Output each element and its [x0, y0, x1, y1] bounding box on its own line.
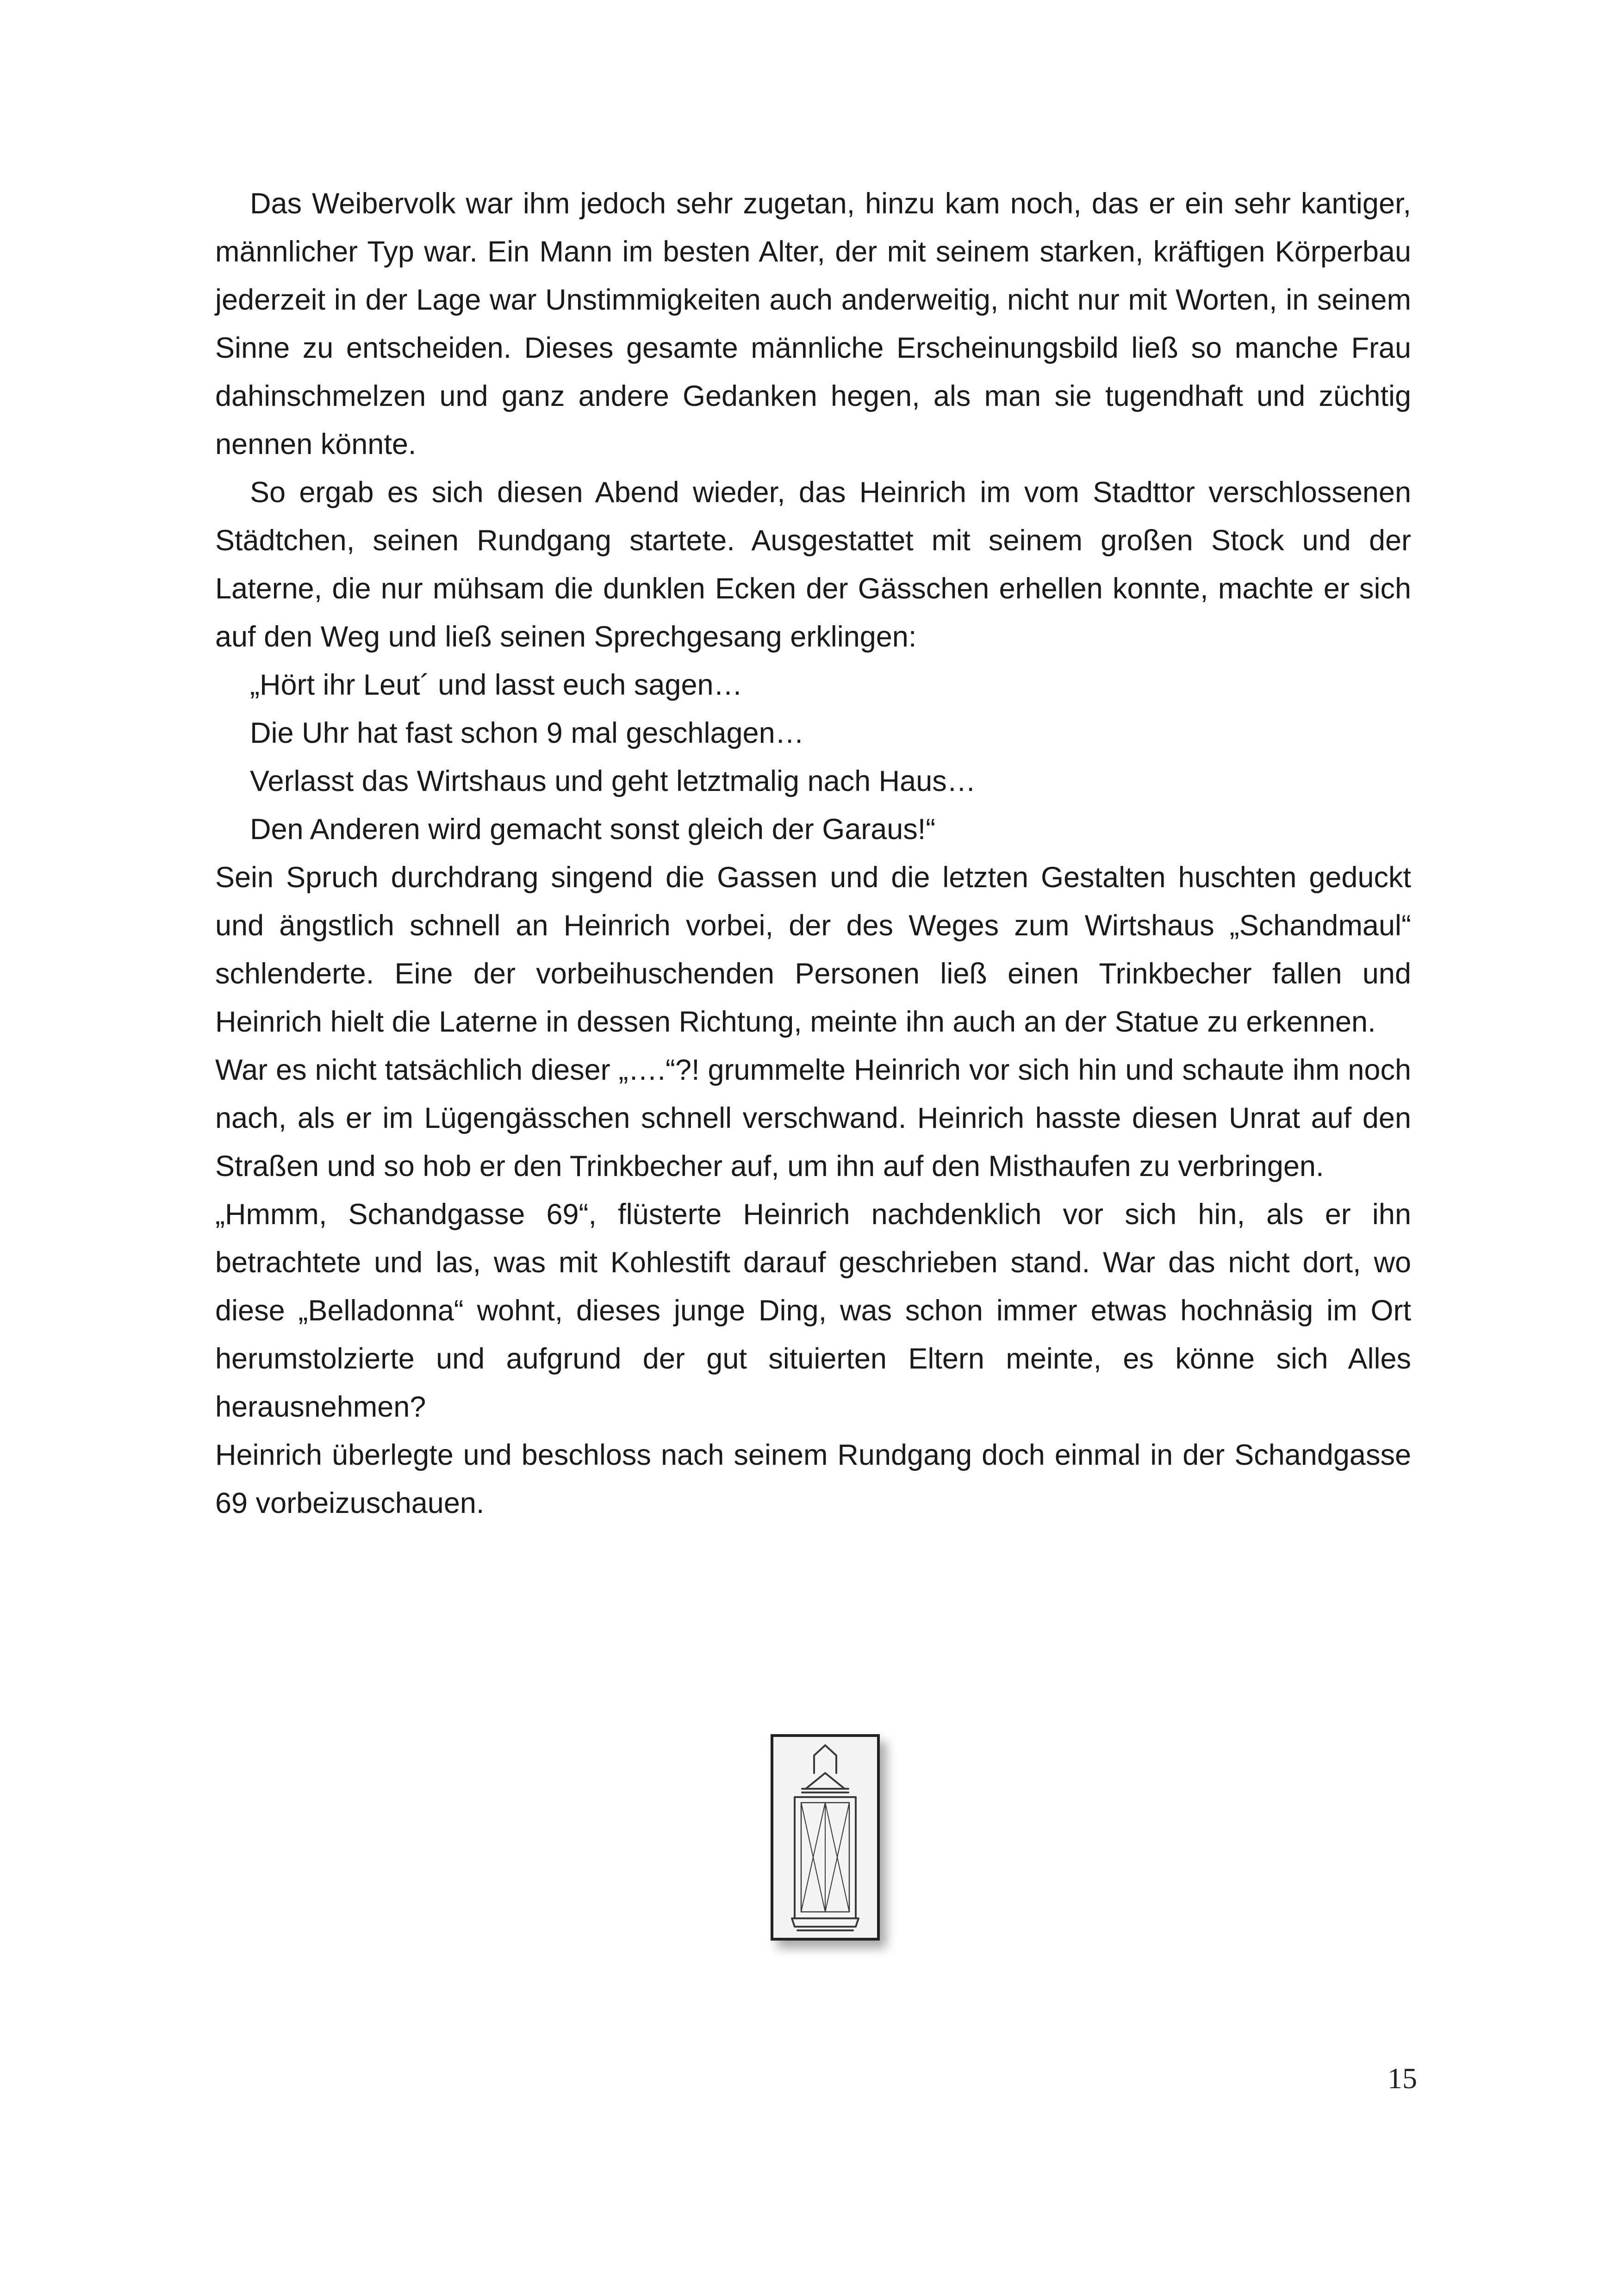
paragraph: Heinrich überlegte und beschloss nach seinem Rundgang doch einmal in der Schandgasse 69 vorbeizuschauen. [215, 1439, 1411, 1519]
verse-line: Verlasst das Wirtshaus und geht letztmalig nach Haus… [250, 765, 976, 797]
verse-line: Die Uhr hat fast schon 9 mal geschlagen… [250, 717, 804, 749]
body-text [215, 180, 1411, 1527]
verse-line: Den Anderen wird gemacht sonst gleich der Garaus!“ [250, 813, 936, 846]
paragraph: So ergab es sich diesen Abend wieder, das Heinrich im vom Stadttor verschlossenen Städtchen, seinen Rundgang startete. Ausgestattet mit seinem großen Stock und der Laterne, die nur mühsam die dunklen Ecken der Gässchen erhellen konnte, machte er sich auf den Weg und ließ seinen Sprechgesang erklingen: [215, 476, 1411, 653]
paragraph: Sein Spruch durchdrang singend die Gassen und die letzten Gestalten huschten geduckt und ängstlich schnell an Heinrich vorbei, der des Weges zum Wirtshaus „Schandmaul“ schlenderte. Eine der vorbeihuschenden Personen ließ einen Trinkbecher fallen und Heinrich hielt die Laterne in dessen Richtung, meinte ihn auch an der Statue zu erkennen. [215, 861, 1411, 1038]
page-number: 15 [1388, 2062, 1417, 2095]
verse-line: „Hört ihr Leut´ und lasst euch sagen… [250, 669, 743, 701]
paragraph: War es nicht tatsächlich dieser „….“?! grummelte Heinrich vor sich hin und schaute ihm noch nach, als er im Lügengässchen schnell verschwand. Heinrich hasste diesen Unrat auf den Straßen und so hob er den Trinkbecher auf, um ihn auf den Misthaufen zu verbringen. [215, 1054, 1411, 1182]
paragraph: „Hmmm, Schandgasse 69“, flüsterte Heinrich nachdenklich vor sich hin, als er ihn betrachtete und las, was mit Kohlestift darauf geschrieben stand. War das nicht dort, wo diese „Belladonna“ wohnt, dieses junge Ding, was schon immer etwas hochnäsig im Ort herumstolzierte und aufgrund der gut situierten Eltern meinte, es könne sich Alles herausnehmen? [215, 1198, 1411, 1423]
lantern-illustration [771, 1734, 880, 1941]
lantern-icon [773, 1737, 877, 1938]
paragraph: Das Weibervolk war ihm jedoch sehr zugetan, hinzu kam noch, das er ein sehr kantiger, männlicher Typ war. Ein Mann im besten Alter, der mit seinem starken, kräftigen Körperbau jederzeit in der Lage war Unstimmigkeiten auch anderweitig, nicht nur mit Worten, in seinem Sinne zu entscheiden. Dieses gesamte männliche Erscheinungsbild ließ so manche Frau dahinschmelzen und ganz andere Gedanken hegen, als man sie tugendhaft und züchtig nennen könnte. [215, 187, 1411, 460]
